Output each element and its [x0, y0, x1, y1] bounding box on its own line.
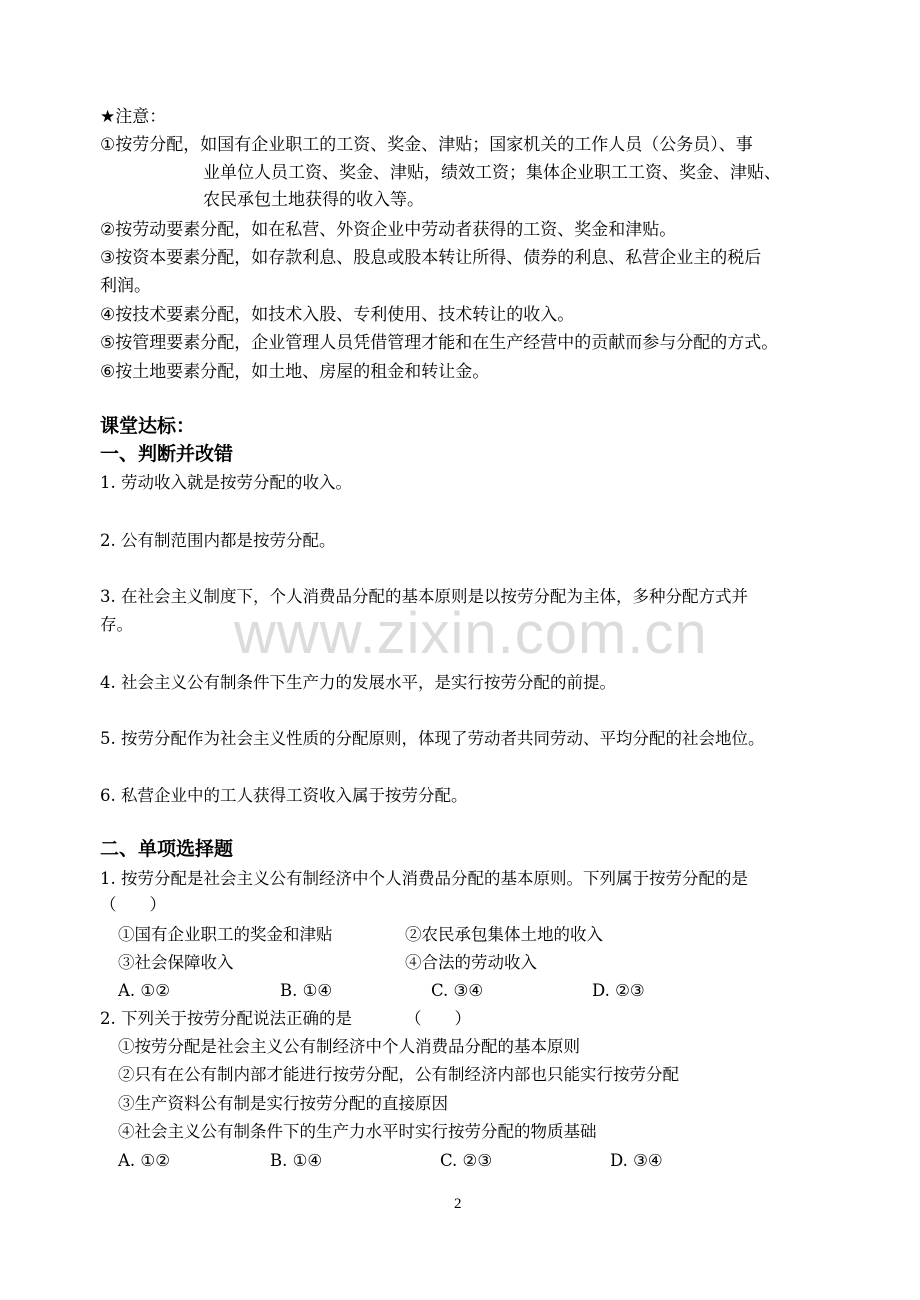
answer-bracket: （ ）	[405, 1009, 471, 1028]
judge-question: 5. 按劳分配作为社会主义性质的分配原则，体现了劳动者共同劳动、平均分配的社会地位。	[100, 729, 765, 748]
option-statement: ②只有在公有制内部才能进行按劳分配，公有制经济内部也只能实行按劳分配	[118, 1065, 679, 1084]
option-statement: ③社会保障收入	[118, 953, 234, 972]
answer-choice-a: A. ①②	[118, 1151, 170, 1170]
judge-question-cont: 存。	[100, 615, 133, 634]
section1-title: 一、判断并改错	[100, 443, 234, 465]
note-item: ⑥按土地要素分配，如土地、房屋的租金和转让金。	[100, 362, 490, 382]
note-item: ②按劳动要素分配，如在私营、外资企业中劳动者获得的工资、奖金和津贴。	[100, 220, 677, 240]
note-item: 农民承包土地获得的收入等。	[203, 190, 424, 210]
judge-question: 3. 在社会主义制度下，个人消费品分配的基本原则是以按劳分配为主体，多种分配方式并	[100, 587, 748, 606]
option-statement: ④社会主义公有制条件下的生产力水平时实行按劳分配的物质基础	[118, 1122, 597, 1141]
answer-choice-b: B. ①④	[270, 1151, 323, 1170]
watermark: www.zixin.com.cn	[234, 601, 708, 666]
note-item: 业单位人员工资、奖金、津贴，绩效工资；集体企业职工工资、奖金、津贴、	[203, 163, 781, 183]
judge-question: 4. 社会主义公有制条件下生产力的发展水平，是实行按劳分配的前提。	[100, 673, 616, 692]
note-title: ★注意：	[100, 107, 167, 127]
note-item: 利润。	[100, 276, 151, 296]
note-item: ①按劳分配，如国有企业职工的工资、奖金、津贴；国家机关的工作人员（公务员）、事	[100, 135, 753, 155]
option-statement: ④合法的劳动收入	[405, 953, 537, 972]
choice-question-stem: 1. 按劳分配是社会主义公有制经济中个人消费品分配的基本原则。下列属于按劳分配的是	[100, 869, 748, 888]
note-item: ④按技术要素分配，如技术入股、专利使用、技术转让的收入。	[100, 305, 575, 325]
option-statement: ②农民承包集体土地的收入	[405, 925, 603, 944]
answer-choice-c: C. ②③	[440, 1151, 493, 1170]
judge-question: 6. 私营企业中的工人获得工资收入属于按劳分配。	[100, 786, 468, 805]
note-item: ⑤按管理要素分配，企业管理人员凭借管理才能和在生产经营中的贡献而参与分配的方式。	[100, 333, 779, 353]
note-item: ③按资本要素分配，如存款利息、股息或股本转让所得、债券的利息、私营企业主的税后	[100, 248, 762, 268]
answer-choice-b: B. ①④	[280, 981, 333, 1000]
answer-choice-d: D. ③④	[610, 1151, 663, 1170]
answer-choice-a: A. ①②	[118, 981, 170, 1000]
section2-title: 二、单项选择题	[100, 838, 234, 860]
answer-bracket: （ ）	[100, 895, 166, 914]
classwork-title: 课堂达标：	[100, 415, 196, 437]
answer-choice-c: C. ③④	[431, 981, 484, 1000]
option-statement: ③生产资料公有制是实行按劳分配的直接原因	[118, 1094, 448, 1113]
page-number: 2	[454, 1196, 462, 1212]
judge-question: 2. 公有制范围内都是按劳分配。	[100, 531, 336, 550]
judge-question: 1. 劳动收入就是按劳分配的收入。	[100, 473, 352, 492]
option-statement: ①按劳分配是社会主义公有制经济中个人消费品分配的基本原则	[118, 1037, 580, 1056]
option-statement: ①国有企业职工的奖金和津贴	[118, 925, 333, 944]
choice-question-stem: 2. 下列关于按劳分配说法正确的是	[100, 1009, 352, 1028]
answer-choice-d: D. ②③	[592, 981, 645, 1000]
